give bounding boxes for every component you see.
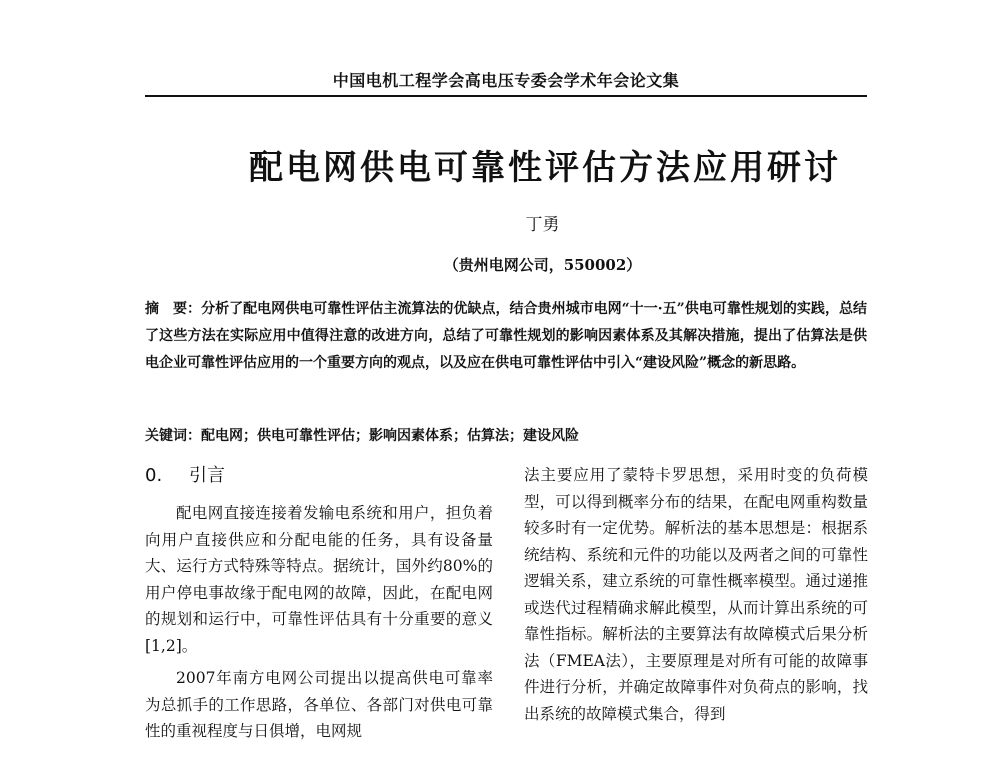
keywords-text: 配电网；供电可靠性评估；影响因素体系；估算法；建设风险 xyxy=(201,428,579,444)
abstract xyxy=(145,296,867,377)
left-column xyxy=(145,462,493,751)
paragraph: 法主要应用了蒙特卡罗思想，采用时变的负荷模型，可以得到概率分布的结果，在配电网重构数量较多时有一定优势。解析法的基本思想是：根据系统结构、系统和元件的功能以及两者之间的可靠性逻辑关系，建立系统的可靠性概率模型。通过递推或迭代过程精确求解此模型，从而计算出系统的可靠性指标。解析法的主要算法有故障模式后果分析法（FMEA法），主要原理是对所有可能的故障事件进行分析，并确定故障事件对负荷点的影响，找出系统的故障模式集合，得到 xyxy=(524,466,868,723)
section-heading xyxy=(145,462,493,490)
running-header: 中国电机工程学会高电压专委会学术年会论文集 xyxy=(332,71,680,90)
paper-affiliation: （贵州电网公司，550002） xyxy=(443,256,642,274)
keywords-label: 关键词： xyxy=(145,428,201,444)
header-rule xyxy=(145,95,867,97)
abstract-label: 摘 要： xyxy=(145,301,202,317)
section-number: 0. xyxy=(145,465,163,486)
abstract-text: 分析了配电网供电可靠性评估主流算法的优缺点，结合贵州城市电网“十一·五”供电可靠性规划的实践，总结了这些方法在实际应用中值得注意的改进方向，总结了可靠性规划的影响因素体系及其解决措施，提出了估算法是供电企业可靠性评估应用的一个重要方向的观点，以及应在供电可靠性评估中引入“建设风险”概念的新思路。 xyxy=(145,301,867,371)
section-title: 引言 xyxy=(189,465,225,486)
paragraph: 配电网直接连接着发输电系统和用户，担负着向用户直接供应和分配电能的任务，具有设备量大、运行方式特殊等特点。据统计，国外约80%的用户停电事故缘于配电网的故障，因此，在配电网的规划和运行中，可靠性评估具有十分重要的意义[1,2]。 xyxy=(145,504,493,655)
right-column xyxy=(524,462,868,727)
paper-author: 丁勇 xyxy=(525,215,560,235)
paper-title: 配电网供电可靠性评估方法应用研讨 xyxy=(249,148,841,188)
keywords xyxy=(145,425,867,445)
paragraph: 2007年南方电网公司提出以提高供电可靠率为总抓手的工作思路，各单位、各部门对供电可靠性的重视程度与日俱增，电网规 xyxy=(145,669,493,740)
